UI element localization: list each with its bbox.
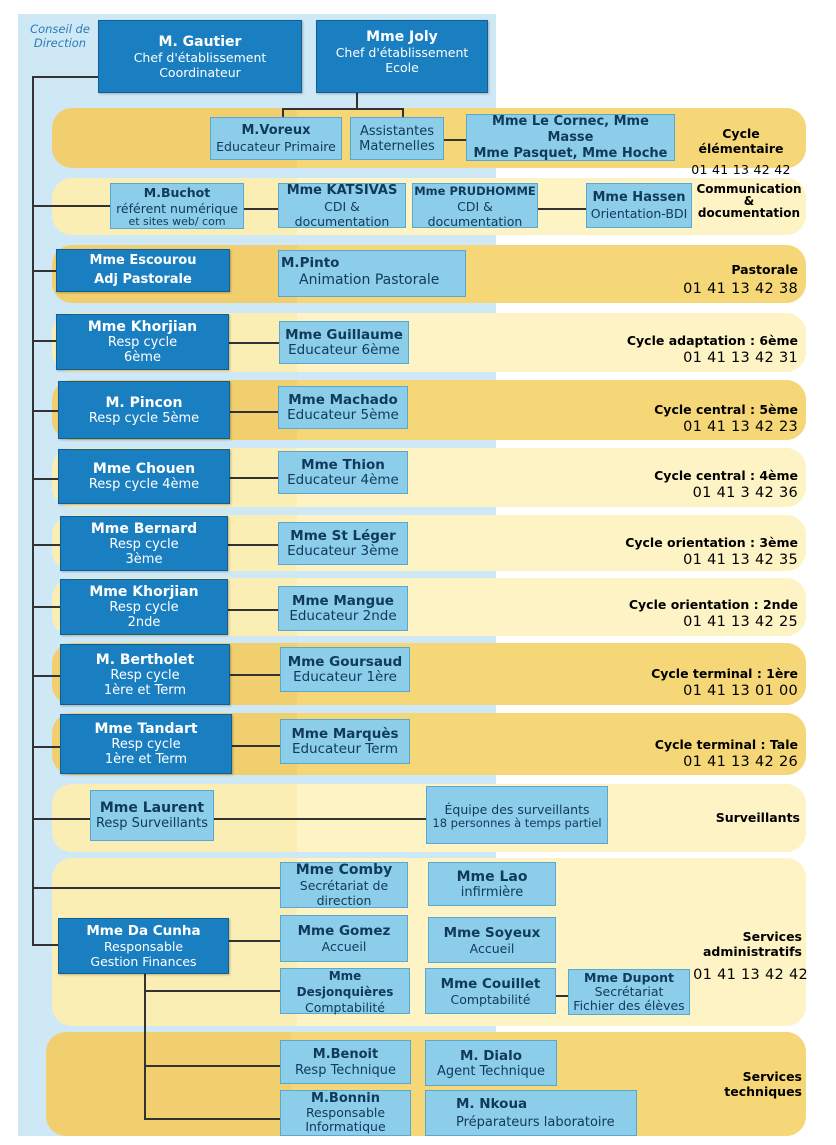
cycle-edu-name: Mme Guillaume: [285, 327, 403, 343]
cycle-phone: 01 41 13 42 25: [683, 614, 798, 630]
assistantes-line1: Assistantes: [360, 123, 434, 139]
box-dupont: [568, 969, 690, 1015]
box-cycle-educateur: [279, 321, 409, 364]
connector-line: [228, 544, 278, 546]
conseil-de-direction-label: [22, 22, 98, 50]
connector-line: [232, 745, 280, 747]
cycle-edu-name: Mme Thion: [301, 457, 385, 473]
laurent-role: Resp Surveillants: [95, 816, 209, 831]
box-assistantes: [350, 117, 444, 160]
gautier-role: Chef d'établissement Coordinateur: [133, 49, 267, 80]
cycle-edu-role: Educateur 1ère: [293, 669, 397, 685]
connector-line: [32, 270, 56, 272]
dacunha-l3: Gestion Finances: [90, 954, 197, 969]
dialo-name: M. Dialo: [459, 1047, 523, 1064]
cycle-edu-name: Mme Machado: [288, 392, 398, 408]
box-couillet: [425, 968, 556, 1014]
connector-line: [230, 411, 278, 413]
connector-line: [32, 606, 60, 608]
connector-line: [229, 342, 279, 344]
cycle-edu-name: Mme Marquès: [291, 726, 399, 742]
dialo-l2: Agent Technique: [436, 1063, 546, 1079]
connector-line: [230, 477, 278, 479]
box-cycle-educateur: [278, 586, 408, 631]
pinto-name: M.Pinto: [281, 255, 340, 271]
voreux-role: Educateur Primaire: [216, 139, 336, 154]
box-voreux: [210, 117, 342, 160]
services-admin-title-2: administratifs: [702, 944, 802, 959]
box-hassen: [586, 183, 692, 228]
connector-line: [144, 1065, 280, 1067]
box-comby: [280, 862, 408, 908]
connector-line: [214, 818, 426, 820]
buchot-name: M.Buchot: [143, 184, 211, 200]
cycle-resp-name: Mme Tandart: [94, 721, 198, 737]
cycle-resp-line3: 6ème: [124, 350, 161, 365]
cycle-edu-role: Educateur 6ème: [288, 342, 400, 358]
comby-l2: Secrétariat de: [299, 878, 389, 893]
communication-title-2: &: [743, 194, 755, 208]
voreux-name: M.Voreux: [241, 123, 311, 138]
box-benoit: [280, 1040, 411, 1084]
equipe-line1: Équipe des surveillants: [444, 801, 590, 817]
box-cycle-responsable: [58, 381, 230, 439]
cycle-phone: 01 41 13 42 23: [683, 419, 798, 435]
cycle-edu-role: Educateur 4ème: [287, 472, 399, 488]
laurent-name: Mme Laurent: [99, 800, 205, 816]
box-pinto: [278, 250, 466, 297]
box-lao: [428, 862, 556, 906]
cycle-resp-line2: Resp cycle: [110, 667, 180, 683]
box-buchot: [110, 183, 244, 229]
cycle-edu-name: Mme Goursaud: [287, 654, 403, 670]
communication-title-1: Communication: [696, 182, 802, 196]
katsivas-name: Mme KATSIVAS: [286, 182, 398, 198]
label-cycle: [600, 402, 798, 436]
nkoua-name: M. Nkoua: [456, 1096, 528, 1112]
connector-line: [144, 1118, 280, 1120]
couillet-l2: Comptabilité: [450, 991, 531, 1007]
box-escourou: [56, 249, 230, 292]
maternelle-names-line2: Mme Pasquet, Mme Hoche: [473, 145, 668, 161]
conseil-line1: Conseil de: [30, 22, 90, 36]
services-tech-title-1: Services: [742, 1069, 802, 1084]
connector-line: [144, 990, 280, 992]
maternelle-names-line1: Mme Le Cornec, Mme Masse: [492, 113, 649, 145]
gomez-name: Mme Gomez: [297, 923, 391, 939]
desjonquieres-l2: Comptabilité: [305, 999, 385, 1015]
connector-line: [282, 108, 404, 110]
joly-name: Mme Joly: [366, 29, 438, 45]
box-cycle-responsable: [58, 449, 230, 504]
cycle-title: Cycle central : 5ème: [654, 402, 798, 417]
cycle-phone: 01 41 13 42 26: [683, 754, 798, 770]
dupont-l2: Secrétariat: [594, 984, 664, 999]
services-tech-title-2: techniques: [724, 1084, 802, 1099]
assistantes-line2: Maternelles: [359, 138, 435, 154]
label-cycle-elementaire: [678, 126, 804, 178]
connector-line: [244, 208, 278, 210]
connector-line: [32, 675, 60, 677]
cycle-resp-line3: 2nde: [127, 615, 161, 630]
joly-role: Chef d'établissement Ecole: [335, 45, 469, 75]
connector-line: [356, 93, 358, 109]
box-cycle-educateur: [280, 719, 410, 764]
box-laurent: [90, 790, 214, 841]
escourou-name: Mme Escourou: [89, 253, 197, 268]
benoit-l2: Resp Technique: [294, 1062, 397, 1078]
services-admin-title-1: Services: [742, 929, 802, 944]
label-services-admin-phone: [680, 967, 808, 984]
box-cycle-responsable: [60, 644, 230, 705]
dacunha-l2: Responsable: [103, 939, 184, 954]
cycle-phone: 01 41 3 42 36: [692, 485, 798, 501]
cycle-resp-name: Mme Khorjian: [87, 319, 198, 335]
cycle-resp-line2: Resp cycle: [107, 335, 178, 350]
connector-line: [32, 818, 90, 820]
cycle-resp-line2: Resp cycle 4ème: [88, 477, 200, 492]
dacunha-name: Mme Da Cunha: [86, 923, 201, 939]
connector-line: [144, 974, 146, 1120]
connector-line: [32, 746, 60, 748]
connector-line: [32, 887, 280, 889]
cycle-resp-name: Mme Chouen: [92, 461, 196, 477]
box-maternelle-names: [466, 114, 675, 161]
comby-name: Mme Comby: [295, 862, 393, 878]
katsivas-role: CDI & documentation: [294, 198, 390, 229]
connector-line: [229, 940, 281, 942]
soyeux-l2: Accueil: [469, 940, 515, 956]
soyeux-name: Mme Soyeux: [443, 924, 541, 941]
cycle-edu-name: Mme St Léger: [290, 528, 396, 544]
box-dacunha: [58, 918, 229, 974]
cycle-resp-line3: 3ème: [125, 551, 163, 567]
cycle-resp-line2: Resp cycle: [109, 536, 179, 552]
cycle-phone: 01 41 13 42 31: [683, 350, 798, 366]
label-cycle: [600, 597, 798, 631]
lao-l2: infirmière: [460, 884, 524, 900]
connector-line: [32, 410, 58, 412]
cycle-edu-role: Educateur Term: [291, 741, 399, 757]
cycle-resp-line3: 1ère et Term: [104, 752, 188, 767]
box-desjonquieres: [280, 968, 410, 1014]
bonnin-l2: Responsable: [305, 1105, 386, 1120]
label-surveillants: [680, 810, 800, 825]
cycle-title: Cycle central : 4ème: [654, 468, 798, 483]
cycle-resp-name: M. Pincon: [105, 394, 183, 411]
conseil-line2: Direction: [33, 36, 87, 50]
box-joly: [316, 20, 488, 93]
pastorale-phone: 01 41 13 42 38: [683, 281, 798, 297]
cycle-title: Cycle orientation : 2nde: [628, 597, 798, 612]
escourou-role: Adj Pastorale: [94, 272, 192, 287]
connector-line: [32, 76, 98, 78]
label-communication: [694, 182, 804, 220]
pinto-role: Animation Pastorale: [299, 272, 440, 288]
box-gautier: [98, 20, 302, 93]
connector-line: [32, 944, 58, 946]
cycle-edu-role: Educateur 3ème: [287, 543, 399, 559]
gomez-l2: Accueil: [321, 939, 367, 954]
gautier-name: M. Gautier: [158, 33, 242, 50]
buchot-role: référent numérique: [116, 200, 238, 216]
bonnin-l3: Informatique: [305, 1119, 386, 1134]
box-equipe-surveillants: [426, 786, 608, 844]
box-gomez: [280, 915, 408, 962]
box-dialo: [425, 1040, 557, 1086]
cycle-resp-line2: Resp cycle: [109, 600, 179, 615]
cycle-edu-name: Mme Mangue: [292, 593, 394, 609]
connector-line: [32, 478, 58, 480]
pastorale-title: Pastorale: [731, 262, 798, 277]
box-cycle-educateur: [278, 451, 408, 494]
label-cycle: [600, 737, 798, 771]
buchot-role2: et sites web/ com: [128, 214, 226, 228]
couillet-name: Mme Couillet: [440, 975, 541, 992]
benoit-name: M.Benoit: [312, 1046, 379, 1062]
cycle-elementaire-title: Cycle élémentaire: [698, 126, 784, 156]
prudhomme-role: CDI & documentation: [427, 198, 523, 229]
cycle-elementaire-phone: 01 41 13 42 42: [691, 162, 791, 177]
box-cycle-responsable: [60, 714, 232, 774]
cycle-resp-line3: 1ère et Term: [103, 682, 187, 698]
box-nkoua: [425, 1090, 637, 1136]
cycle-resp-name: Mme Bernard: [90, 520, 198, 537]
hassen-name: Mme Hassen: [592, 190, 686, 205]
cycle-resp-line2: Resp cycle: [111, 737, 181, 752]
cycle-resp-line2: Resp cycle 5ème: [88, 410, 200, 426]
cycle-title: Cycle orientation : 3ème: [625, 535, 798, 550]
box-prudhomme: [412, 183, 538, 228]
box-cycle-educateur: [280, 647, 410, 692]
cycle-title: Cycle adaptation : 6ème: [626, 333, 798, 348]
services-admin-phone: 01 41 13 42 42: [693, 967, 808, 983]
lao-name: Mme Lao: [456, 868, 528, 885]
label-cycle: [600, 333, 798, 367]
connector-line: [32, 205, 110, 207]
surveillants-title: Surveillants: [715, 810, 800, 825]
cycle-edu-role: Educateur 2nde: [289, 608, 397, 624]
dupont-name: Mme Dupont: [584, 970, 674, 985]
connector-line: [32, 544, 60, 546]
cycle-resp-name: M. Bertholet: [95, 651, 195, 668]
cycle-edu-role: Educateur 5ème: [287, 407, 399, 423]
label-cycle: [600, 535, 798, 569]
bonnin-name: M.Bonnin: [311, 1091, 380, 1106]
connector-line: [228, 609, 278, 611]
cycle-phone: 01 41 13 01 00: [683, 683, 798, 699]
cycle-phone: 01 41 13 42 35: [683, 552, 798, 568]
connector-line: [442, 139, 468, 141]
connector-line: [538, 208, 586, 210]
box-cycle-responsable: [60, 579, 228, 635]
connector-line: [32, 340, 56, 342]
box-cycle-educateur: [278, 386, 408, 429]
box-katsivas: [278, 183, 406, 228]
desjonquieres-name: Mme Desjonquières: [296, 968, 394, 999]
communication-title-3: documentation: [697, 206, 801, 220]
nkoua-l2: Préparateurs laboratoire: [456, 1115, 615, 1130]
hassen-role: Orientation-BDI: [590, 206, 688, 221]
box-cycle-responsable: [56, 314, 229, 370]
dupont-l3: Fichier des élèves: [573, 998, 685, 1013]
box-cycle-educateur: [278, 522, 408, 565]
label-services-tech: [690, 1069, 802, 1099]
label-cycle: [600, 468, 798, 502]
label-services-admin: [690, 929, 802, 959]
cycle-title: Cycle terminal : 1ère: [651, 666, 798, 681]
box-bonnin: [280, 1090, 411, 1136]
cycle-title: Cycle terminal : Tale: [654, 737, 798, 752]
label-pastorale: [640, 262, 798, 298]
connector-line: [230, 674, 280, 676]
box-cycle-responsable: [60, 516, 228, 571]
cycle-resp-name: Mme Khorjian: [89, 584, 199, 600]
equipe-line2: 18 personnes à temps partiel: [432, 815, 602, 830]
box-soyeux: [428, 917, 556, 963]
comby-l3: direction: [316, 893, 372, 908]
prudhomme-name: Mme PRUDHOMME: [414, 183, 536, 198]
label-cycle: [600, 666, 798, 700]
